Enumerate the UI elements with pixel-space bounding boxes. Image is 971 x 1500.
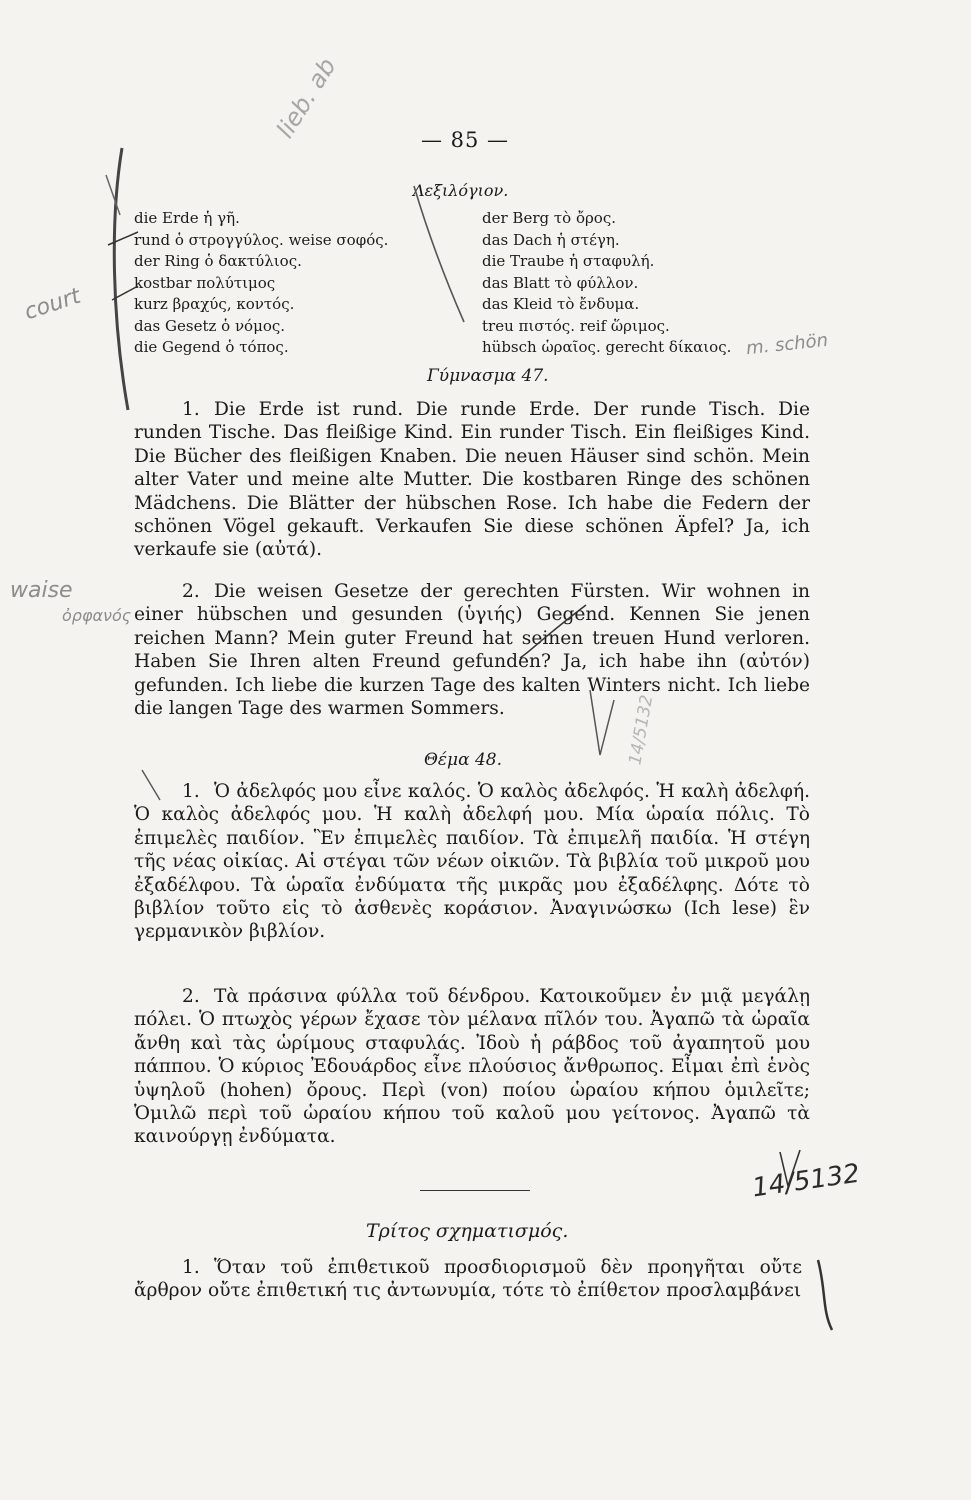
paragraph-text: Ὅταν τοῦ ἐπιθετικοῦ προσδιορισμοῦ δὲν προηγῆται οὔτε ἄρθρον οὔτε ἐπιθετική τις ἀντωνυμία, τότε τὸ ἐπίθετον προσλαμβάνει [134, 1257, 802, 1302]
paragraph-number: 2. [182, 581, 200, 602]
vocab-entry: rund ὁ στρογγύλος. weise σοφός. [134, 230, 389, 249]
paragraph-number: 1. [182, 399, 200, 420]
handwritten-note-number: 14/5132 [750, 1158, 862, 1204]
margin-tick [142, 770, 160, 800]
section-heading: Τρίτος σχηματισμός. [366, 1220, 569, 1242]
paragraph-number: 1. [182, 781, 200, 802]
handwritten-note-number-faint: 14/5132 [625, 693, 658, 767]
vocab-entry: treu πιστός. reif ὥριμος. [482, 316, 670, 335]
handwritten-note-waise: waise [10, 578, 73, 603]
vocab-dashes [108, 232, 138, 300]
check-mark [590, 690, 614, 755]
vocabulary-heading: Λεξιλόγιον. [413, 181, 509, 200]
paragraph-text: Die weisen Gesetze der gerechten Fürsten. Wir wohnen in einer hübschen und gesunden (ὑγιής) Gegend. Kennen Sie jenen reichen Mann? Mein guter Freund hat seinen treuen Hund verloren. Haben Sie Ihren alten Freund gefunden? Ja, ich habe ihn (αὐτόν) gefunden. Ich liebe die kurzen Tage des kalten Winters nicht. Ich liebe die langen Tage des warmen Sommers. [134, 581, 810, 720]
vocab-entry: das Kleid τὸ ἔνδυμα. [482, 295, 640, 313]
vocab-entry: der Ring ὁ δακτύλιος. [134, 252, 302, 270]
vocab-entry: das Blatt τὸ φύλλον. [482, 273, 639, 292]
vocab-entry: kostbar πολύτιμος [134, 273, 276, 292]
margin-stroke [818, 1260, 832, 1330]
paragraph-text: Ὁ ἀδελφός μου εἶνε καλός. Ὁ καλὸς ἀδελφός. Ἡ καλὴ ἀδελφή. Ὁ καλὸς ἀδελφός μου. Ἡ καλὴ ἀδελφή μου. Μία ὡραία πόλις. Τὸ ἐπιμελὲς παιδίον. Ἓν ἐπιμελὲς παιδίον. Τὰ ἐπιμελῆ παιδία. Ἡ στέγη τῆς νέας οἰκίας. Αἱ στέγαι τῶν νέων οἰκιῶν. Τὰ βιβλία τοῦ μικροῦ μου ἐξαδέλφου. Τὰ ὡραῖα ἐνδύματα τῆς μικρᾶς μου ἐξαδέλφης. Δότε τὸ βιβλίον τοῦτο εἰς τὸ ἀσθενὲς κοράσιον. Ἀναγινώσκω (Ich lese) ἓν γερμανικὸν βιβλίον. [134, 781, 810, 943]
vocab-entry: die Gegend ὁ τόπος. [134, 338, 289, 356]
vocab-entry: das Gesetz ὁ νόμος. [134, 316, 286, 335]
vocab-entry: hübsch ὡραῖος. gerecht δίκαιος. [482, 338, 732, 356]
vocab-entry: die Erde ἡ γῆ. [134, 209, 240, 227]
handwritten-note-orphan: ὀρφανός [62, 606, 132, 625]
exercise-48-heading: Θέμα 48. [424, 750, 503, 770]
vocab-entry: die Traube ἡ σταφυλή. [482, 252, 655, 270]
paragraph-text: Τὰ πράσινα φύλλα τοῦ δένδρου. Κατοικοῦμεν ἐν μιᾷ μεγάλῃ πόλει. Ὁ πτωχὸς γέρων ἔχασε τὸν μέλανα πῖλόν του. Ἀγαπῶ τὰ ὡραῖα ἄνθη καὶ τὰς ὡρίμους σταφυλάς. Ἰδοὺ ἡ ράβδος τοῦ ἀγαπητοῦ μου πάππου. Ὁ κύριος Ἐδουάρδος εἶνε πλούσιος ἄνθρωπος. Εἶμαι ἐπὶ ἑνὸς ὑψηλοῦ (hohen) ὄρους. Περὶ (von) ποίου ὡραίου κήπου ὁμιλεῖτε; Ὁμιλῶ περὶ τοῦ ὡραίου κήπου τοῦ καλοῦ μου γείτονος. Ἀγαπῶ τὰ καινούργῃ ἐνδύματα. [134, 986, 810, 1148]
margin-stroke [114, 148, 128, 410]
inline-mark [520, 605, 586, 658]
handwritten-note-court: court [21, 283, 84, 326]
paragraph-number: 2. [182, 986, 200, 1007]
check-mark [780, 1150, 800, 1186]
vocab-stroke [414, 186, 464, 322]
paragraph-text: Die Erde ist rund. Die runde Erde. Der runde Tisch. Die runden Tische. Das fleißige Kind. Ein runder Tisch. Ein fleißiges Kind. Die Bücher des fleißigen Knaben. Die neuen Häuser sind schön. Mein alter Vater und meine alte Mutter. Die kostbaren Ringe des schönen Mädchens. Die Blätter der hübschen Rose. Ich habe die Federn der schönen Vögel gekauft. Verkaufen Sie diese schönen Äpfel? Ja, ich verkaufe sie (αὐτά). [134, 399, 810, 561]
handwritten-note-schoen: m. schön [745, 329, 829, 360]
handwritten-note-top: lieb. ab [270, 53, 342, 143]
vocab-entry: der Berg τὸ ὄρος. [482, 209, 617, 227]
vocab-entry: das Dach ἡ στέγη. [482, 230, 620, 249]
vocab-entry: kurz βραχύς, κοντός. [134, 295, 295, 313]
exercise-47-heading: Γύμνασμα 47. [427, 366, 549, 386]
paragraph-number: 1. [182, 1257, 200, 1278]
page-number: — 85 — [420, 128, 510, 152]
